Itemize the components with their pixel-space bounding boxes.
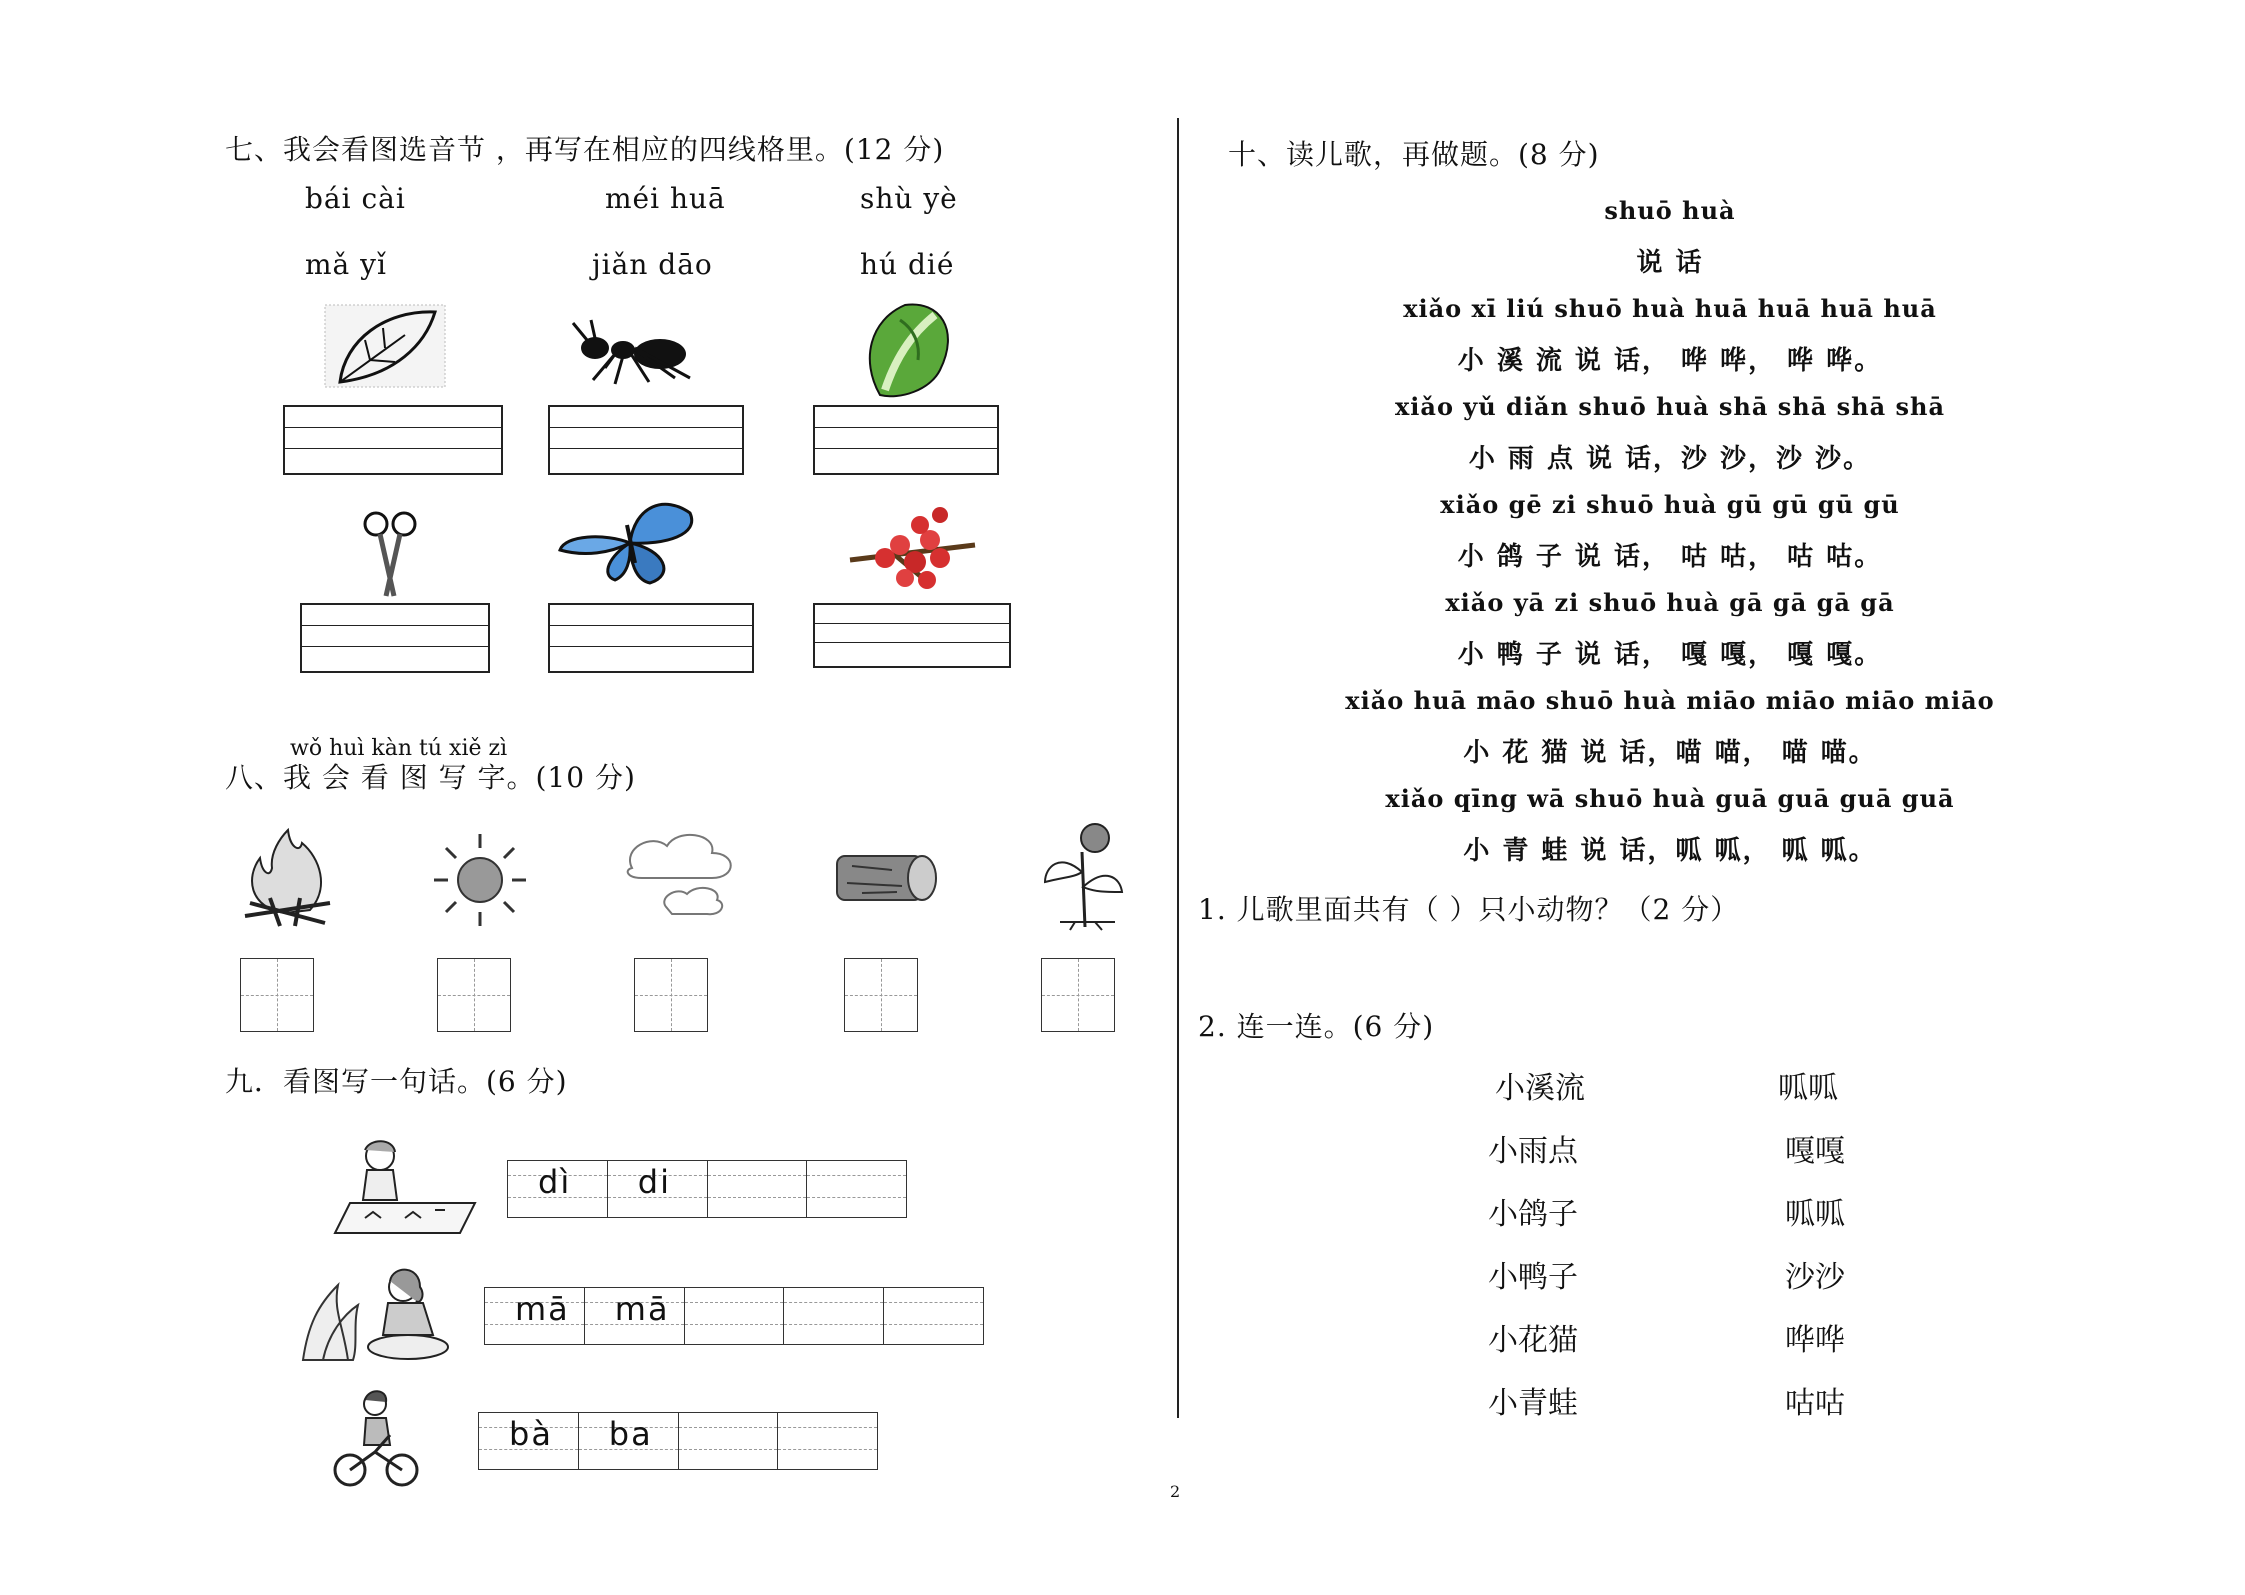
four-line-grid[interactable] <box>300 603 490 673</box>
poem-line: 小 雨 点 说 话，沙 沙，沙 沙。 <box>1468 444 1872 474</box>
poem-line-pinyin: xiǎo qīng wā shuō huà guā guā guā guā <box>1385 784 1955 813</box>
poem-line: 小 鸽 子 说 话， 咕 咕， 咕 咕。 <box>1457 542 1883 572</box>
leaf-icon <box>325 300 445 390</box>
column-divider <box>1177 118 1179 1418</box>
pinyin-writing-grid[interactable] <box>507 1160 907 1218</box>
q10-sub1: 1. 儿歌里面共有（ ）只小动物？（2 分） <box>1198 893 1740 926</box>
q7-option: mǎ yǐ <box>305 248 387 281</box>
tian-grid[interactable] <box>240 958 314 1032</box>
match-left-item[interactable]: 小青蛙 <box>1488 1386 1578 1421</box>
four-line-grid[interactable] <box>813 603 1011 668</box>
pinyin-cell-text: bà <box>509 1415 553 1453</box>
q7-option: hú dié <box>860 248 955 281</box>
tian-grid[interactable] <box>844 958 918 1032</box>
q7-option: méi huā <box>605 182 726 215</box>
q7-heading: 七、我会看图选音节 ，再写在相应的四线格里。(12 分) <box>225 133 945 166</box>
match-right-item[interactable]: 咕咕 <box>1785 1386 1845 1421</box>
seedling-icon <box>1040 822 1125 930</box>
cabbage-icon <box>860 300 960 400</box>
poem-title-pinyin: shuō huà <box>1604 196 1736 225</box>
match-left-item[interactable]: 小雨点 <box>1488 1134 1578 1169</box>
poem-line-pinyin: xiǎo xī liú shuō huà huā huā huā huā <box>1403 294 1937 323</box>
fire-icon <box>240 828 335 928</box>
q10-heading: 十、读儿歌，再做题。(8 分) <box>1228 138 1600 171</box>
poem-line-pinyin: xiǎo gē zi shuō huà gū gū gū gū <box>1440 490 1900 519</box>
match-left-item[interactable]: 小鸭子 <box>1488 1260 1578 1295</box>
tian-grid[interactable] <box>1041 958 1115 1032</box>
four-line-grid[interactable] <box>548 603 754 673</box>
match-left-item[interactable]: 小鸽子 <box>1488 1197 1578 1232</box>
sun-icon <box>430 832 530 927</box>
four-line-grid[interactable] <box>548 405 744 475</box>
pinyin-cell-text: dì <box>538 1163 572 1201</box>
four-line-grid[interactable] <box>283 405 503 475</box>
poem-line: 小 鸭 子 说 话， 嘎 嘎， 嘎 嘎。 <box>1457 640 1883 670</box>
pinyin-writing-grid[interactable] <box>478 1412 878 1470</box>
q7-option: shù yè <box>860 182 958 215</box>
q7-option: bái cài <box>305 182 406 215</box>
match-right-item[interactable]: 哗哗 <box>1785 1323 1845 1358</box>
q9-heading: 九．看图写一句话。(6 分) <box>225 1065 568 1098</box>
poem-line: 小 溪 流 说 话， 哗 哗， 哗 哗。 <box>1457 346 1883 376</box>
q8-heading: 八、我 会 看 图 写 字。(10 分) <box>225 761 636 794</box>
pinyin-cell-text: mā <box>515 1290 570 1328</box>
four-line-grid[interactable] <box>813 405 999 475</box>
pinyin-writing-grid[interactable] <box>484 1287 984 1345</box>
q7-option: jiǎn dāo <box>592 248 713 281</box>
poem-line: 小 青 蛙 说 话，呱 呱， 呱 呱。 <box>1463 836 1877 866</box>
q10-sub2: 2. 连一连。(6 分) <box>1198 1010 1435 1043</box>
match-right-item[interactable]: 嘎嘎 <box>1785 1134 1845 1169</box>
pinyin-cell-text: ba <box>608 1415 653 1453</box>
match-right-item[interactable]: 呱呱 <box>1785 1197 1845 1232</box>
wood-log-icon <box>832 848 942 908</box>
cloud-icon <box>622 828 742 918</box>
match-right-item[interactable]: 呱呱 <box>1778 1071 1838 1106</box>
pinyin-cell-text: di <box>637 1163 671 1201</box>
mother-washing-icon <box>298 1265 458 1365</box>
poem-line-pinyin: xiǎo yā zi shuō huà gā gā gā gā <box>1445 588 1895 617</box>
tian-grid[interactable] <box>634 958 708 1032</box>
scissors-icon <box>360 508 420 598</box>
page-number: 2 <box>1170 1482 1181 1501</box>
poem-line: 小 花 猫 说 话，喵 喵， 喵 喵。 <box>1463 738 1877 768</box>
child-desk-icon <box>325 1138 475 1238</box>
butterfly-icon <box>555 495 705 590</box>
poem-line-pinyin: xiǎo huā māo shuō huà miāo miāo miāo miāo <box>1345 686 1995 715</box>
match-right-item[interactable]: 沙沙 <box>1785 1260 1845 1295</box>
tian-grid[interactable] <box>437 958 511 1032</box>
pinyin-cell-text: mā <box>614 1290 670 1328</box>
poem-line-pinyin: xiǎo yǔ diǎn shuō huà shā shā shā shā <box>1394 392 1946 421</box>
q8-pinyin: wǒ huì kàn tú xiě zì <box>290 736 508 761</box>
plum-blossom-icon <box>845 500 985 590</box>
match-left-item[interactable]: 小溪流 <box>1495 1071 1585 1106</box>
match-left-item[interactable]: 小花猫 <box>1488 1323 1578 1358</box>
poem-title: 说 话 <box>1636 248 1704 278</box>
father-bike-icon <box>330 1390 420 1490</box>
ant-icon <box>565 318 705 388</box>
